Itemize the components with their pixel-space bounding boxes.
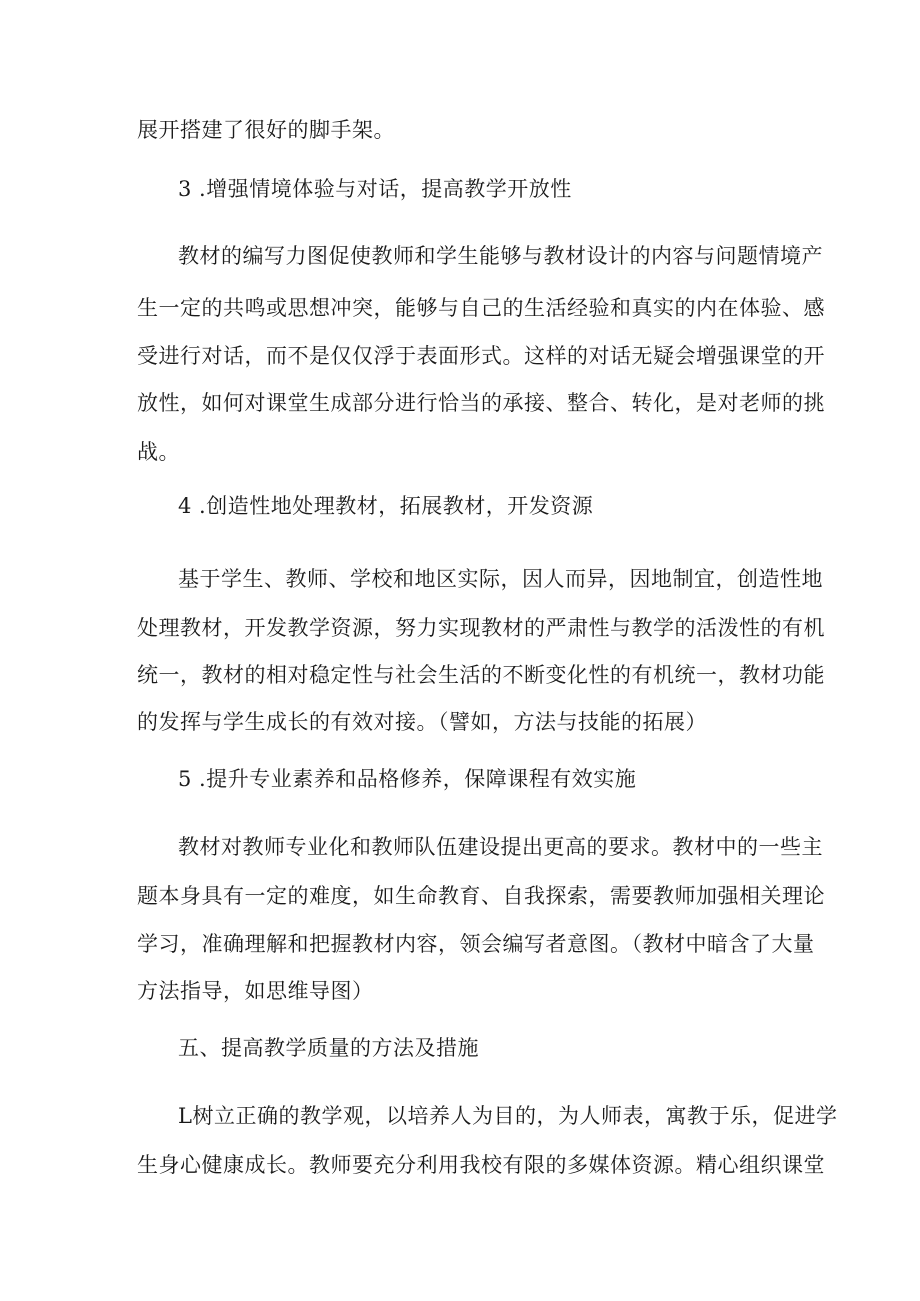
paragraph-line: L树立正确的教学观，以培养人为目的，为人师表，寓教于乐，促进学	[178, 1104, 838, 1128]
heading-item-5: 5 .提升专业素养和品格修养，保障课程有效实施	[178, 767, 637, 791]
section-heading-5: 五、提高教学质量的方法及措施	[178, 1036, 479, 1060]
heading-item-4: 4 .创造性地处理教材，拓展教材，开发资源	[178, 494, 594, 518]
paragraph-line: 方法指导，如思维导图）	[137, 979, 374, 1003]
paragraph-line: 基于学生、教师、学校和地区实际，因人而异，因地制宜，创造性地	[178, 567, 823, 591]
paragraph-line: 受进行对话，而不是仅仅浮于表面形式。这样的对话无疑会增强课堂的开	[137, 344, 825, 368]
paragraph-line: 处理教材，开发教学资源，努力实现教材的严肃性与教学的活泼性的有机	[137, 616, 825, 640]
paragraph-line: 题本身具有一定的难度，如生命教育、自我探索，需要教师加强相关理论	[137, 884, 825, 908]
paragraph-line: 的发挥与学生成长的有效对接。（譬如，方法与技能的拓展）	[137, 710, 707, 734]
paragraph-line: 生身心健康成长。教师要充分利用我校有限的多媒体资源。精心组织课堂	[137, 1153, 825, 1177]
paragraph-line: 统一，教材的相对稳定性与社会生活的不断变化性的有机统一，教材功能	[137, 663, 825, 687]
paragraph-line: 学习，准确理解和把握教材内容，领会编写者意图。（教材中暗含了大量	[137, 932, 815, 956]
heading-item-3: 3 .增强情境体验与对话，提高教学开放性	[178, 177, 572, 201]
paragraph-line: 教材的编写力图促使教师和学生能够与教材设计的内容与问题情境产	[178, 244, 823, 268]
paragraph-line: 战。	[137, 440, 180, 464]
paragraph-line: 展开搭建了很好的脚手架。	[137, 118, 395, 142]
paragraph-line: 教材对教师专业化和教师队伍建设提出更高的要求。教材中的一些主	[178, 835, 823, 859]
paragraph-line: 生一定的共鸣或思想冲突，能够与自己的生活经验和真实的内在体验、感	[137, 296, 825, 320]
paragraph-line: 放性，如何对课堂生成部分进行恰当的承接、整合、转化，是对老师的挑	[137, 391, 825, 415]
